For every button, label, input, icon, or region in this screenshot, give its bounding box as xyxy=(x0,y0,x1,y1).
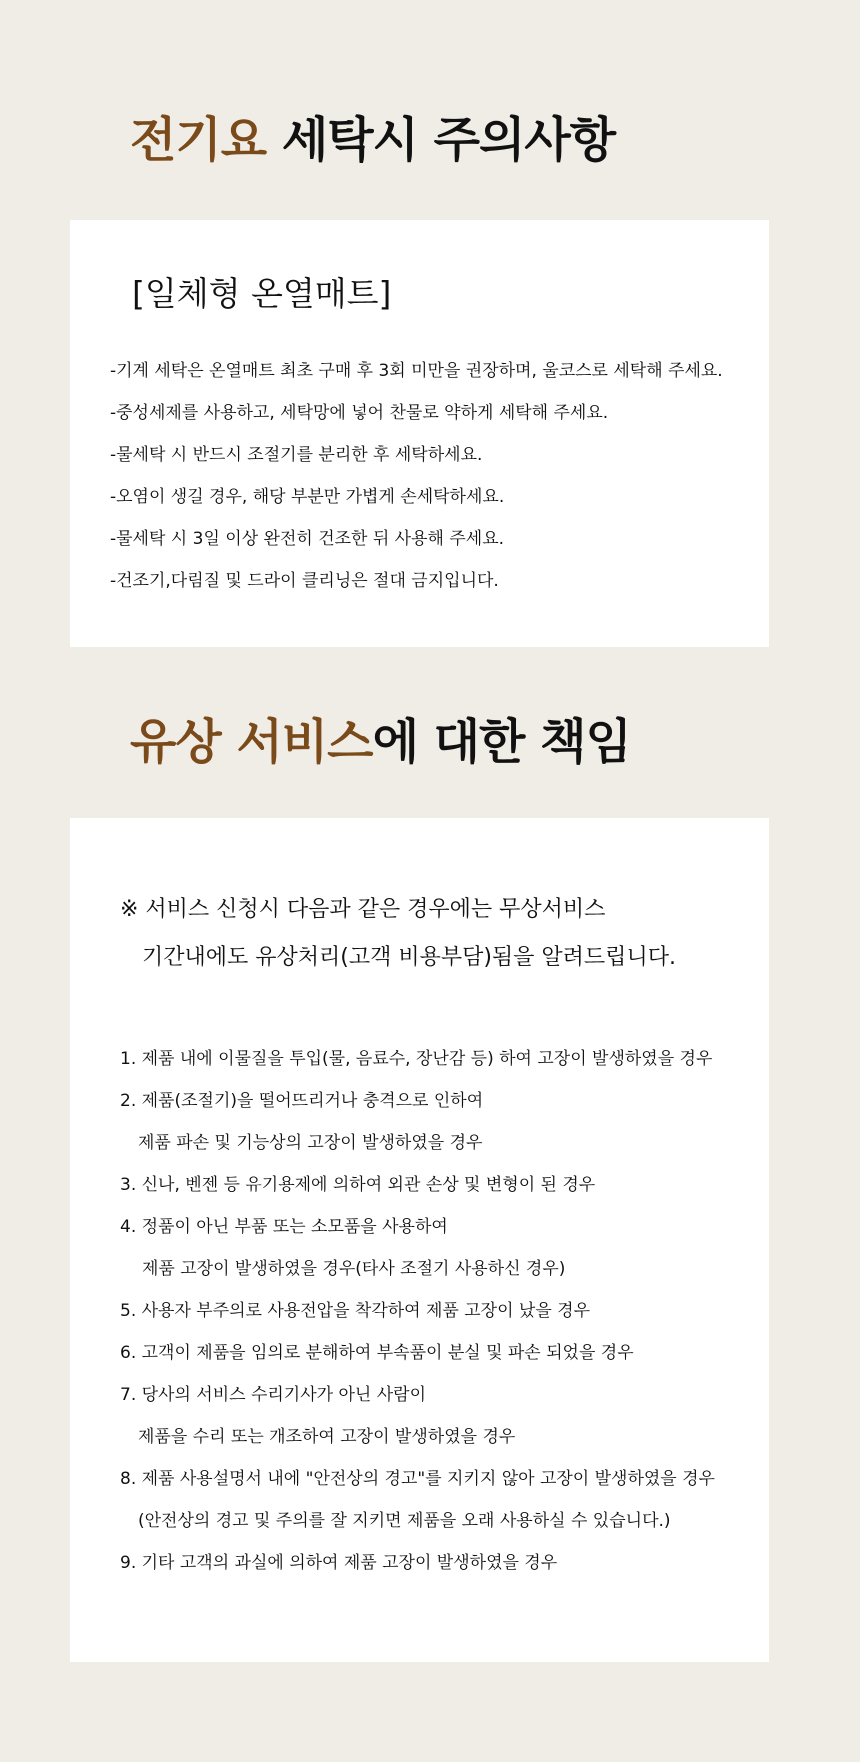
list-item-continuation: (안전상의 경고 및 주의를 잘 지키면 제품을 오래 사용하실 수 있습니다.) xyxy=(138,1511,671,1531)
list-item: -물세탁 시 반드시 조절기를 분리한 후 세탁하세요. xyxy=(110,445,483,465)
list-item: -중성세제를 사용하고, 세탁망에 넣어 찬물로 약하게 세탁해 주세요. xyxy=(110,403,609,423)
list-item: 2. 제품(조절기)을 떨어뜨리거나 충격으로 인하여 xyxy=(120,1091,484,1111)
list-item-continuation: 제품 고장이 발생하였을 경우(타사 조절기 사용하신 경우) xyxy=(142,1259,566,1279)
heading-rest-text: 세탁시 주의사항 xyxy=(266,112,616,168)
list-item: 3. 신나, 벤젠 등 유기용제에 의하여 외관 손상 및 변형이 된 경우 xyxy=(120,1175,596,1195)
list-item: 6. 고객이 제품을 임의로 분해하여 부속품이 분실 및 파손 되었을 경우 xyxy=(120,1343,634,1363)
list-item-continuation: 제품을 수리 또는 개조하여 고장이 발생하였을 경우 xyxy=(138,1427,516,1447)
list-item: 1. 제품 내에 이물질을 투입(물, 음료수, 장난감 등) 하여 고장이 발생하였을 경우 xyxy=(120,1049,713,1069)
heading-rest-text: 에 대한 책임 xyxy=(372,714,631,770)
paid-service-clauses xyxy=(120,1038,715,1584)
list-item-continuation: 제품 파손 및 기능상의 고장이 발생하였을 경우 xyxy=(138,1133,483,1153)
notice-block xyxy=(120,886,676,982)
list-item: 5. 사용자 부주의로 사용전압을 착각하여 제품 고장이 났을 경우 xyxy=(120,1301,590,1321)
paid-service-heading xyxy=(130,712,631,772)
list-item: 4. 정품이 아닌 부품 또는 소모품을 사용하여 xyxy=(120,1217,448,1237)
notice-line: 기간내에도 유상처리(고객 비용부담)됨을 알려드립니다. xyxy=(142,945,676,970)
paid-service-card xyxy=(70,818,769,1662)
care-instructions-list xyxy=(110,350,723,602)
list-item: 7. 당사의 서비스 수리기사가 아닌 사람이 xyxy=(120,1385,426,1405)
list-item: -오염이 생길 경우, 해당 부분만 가볍게 손세탁하세요. xyxy=(110,487,505,507)
heading-accent-text: 유상 서비스 xyxy=(130,714,373,770)
list-item: 9. 기타 고객의 과실에 의하여 제품 고장이 발생하였을 경우 xyxy=(120,1553,558,1573)
washing-caution-card xyxy=(70,220,769,647)
list-item: -물세탁 시 3일 이상 완전히 건조한 뒤 사용해 주세요. xyxy=(110,529,505,549)
card-title: [일체형 온열매트] xyxy=(132,274,392,313)
heading-accent-text: 전기요 xyxy=(130,112,267,168)
notice-line: ※ 서비스 신청시 다음과 같은 경우에는 무상서비스 xyxy=(120,897,606,922)
list-item: 8. 제품 사용설명서 내에 "안전상의 경고"를 지키지 않아 고장이 발생하였을 경우 xyxy=(120,1469,715,1489)
list-item: -기계 세탁은 온열매트 최초 구매 후 3회 미만을 권장하며, 울코스로 세탁해 주세요. xyxy=(110,361,723,381)
list-item: -건조기,다림질 및 드라이 클리닝은 절대 금지입니다. xyxy=(110,571,499,591)
washing-caution-heading xyxy=(130,110,615,170)
